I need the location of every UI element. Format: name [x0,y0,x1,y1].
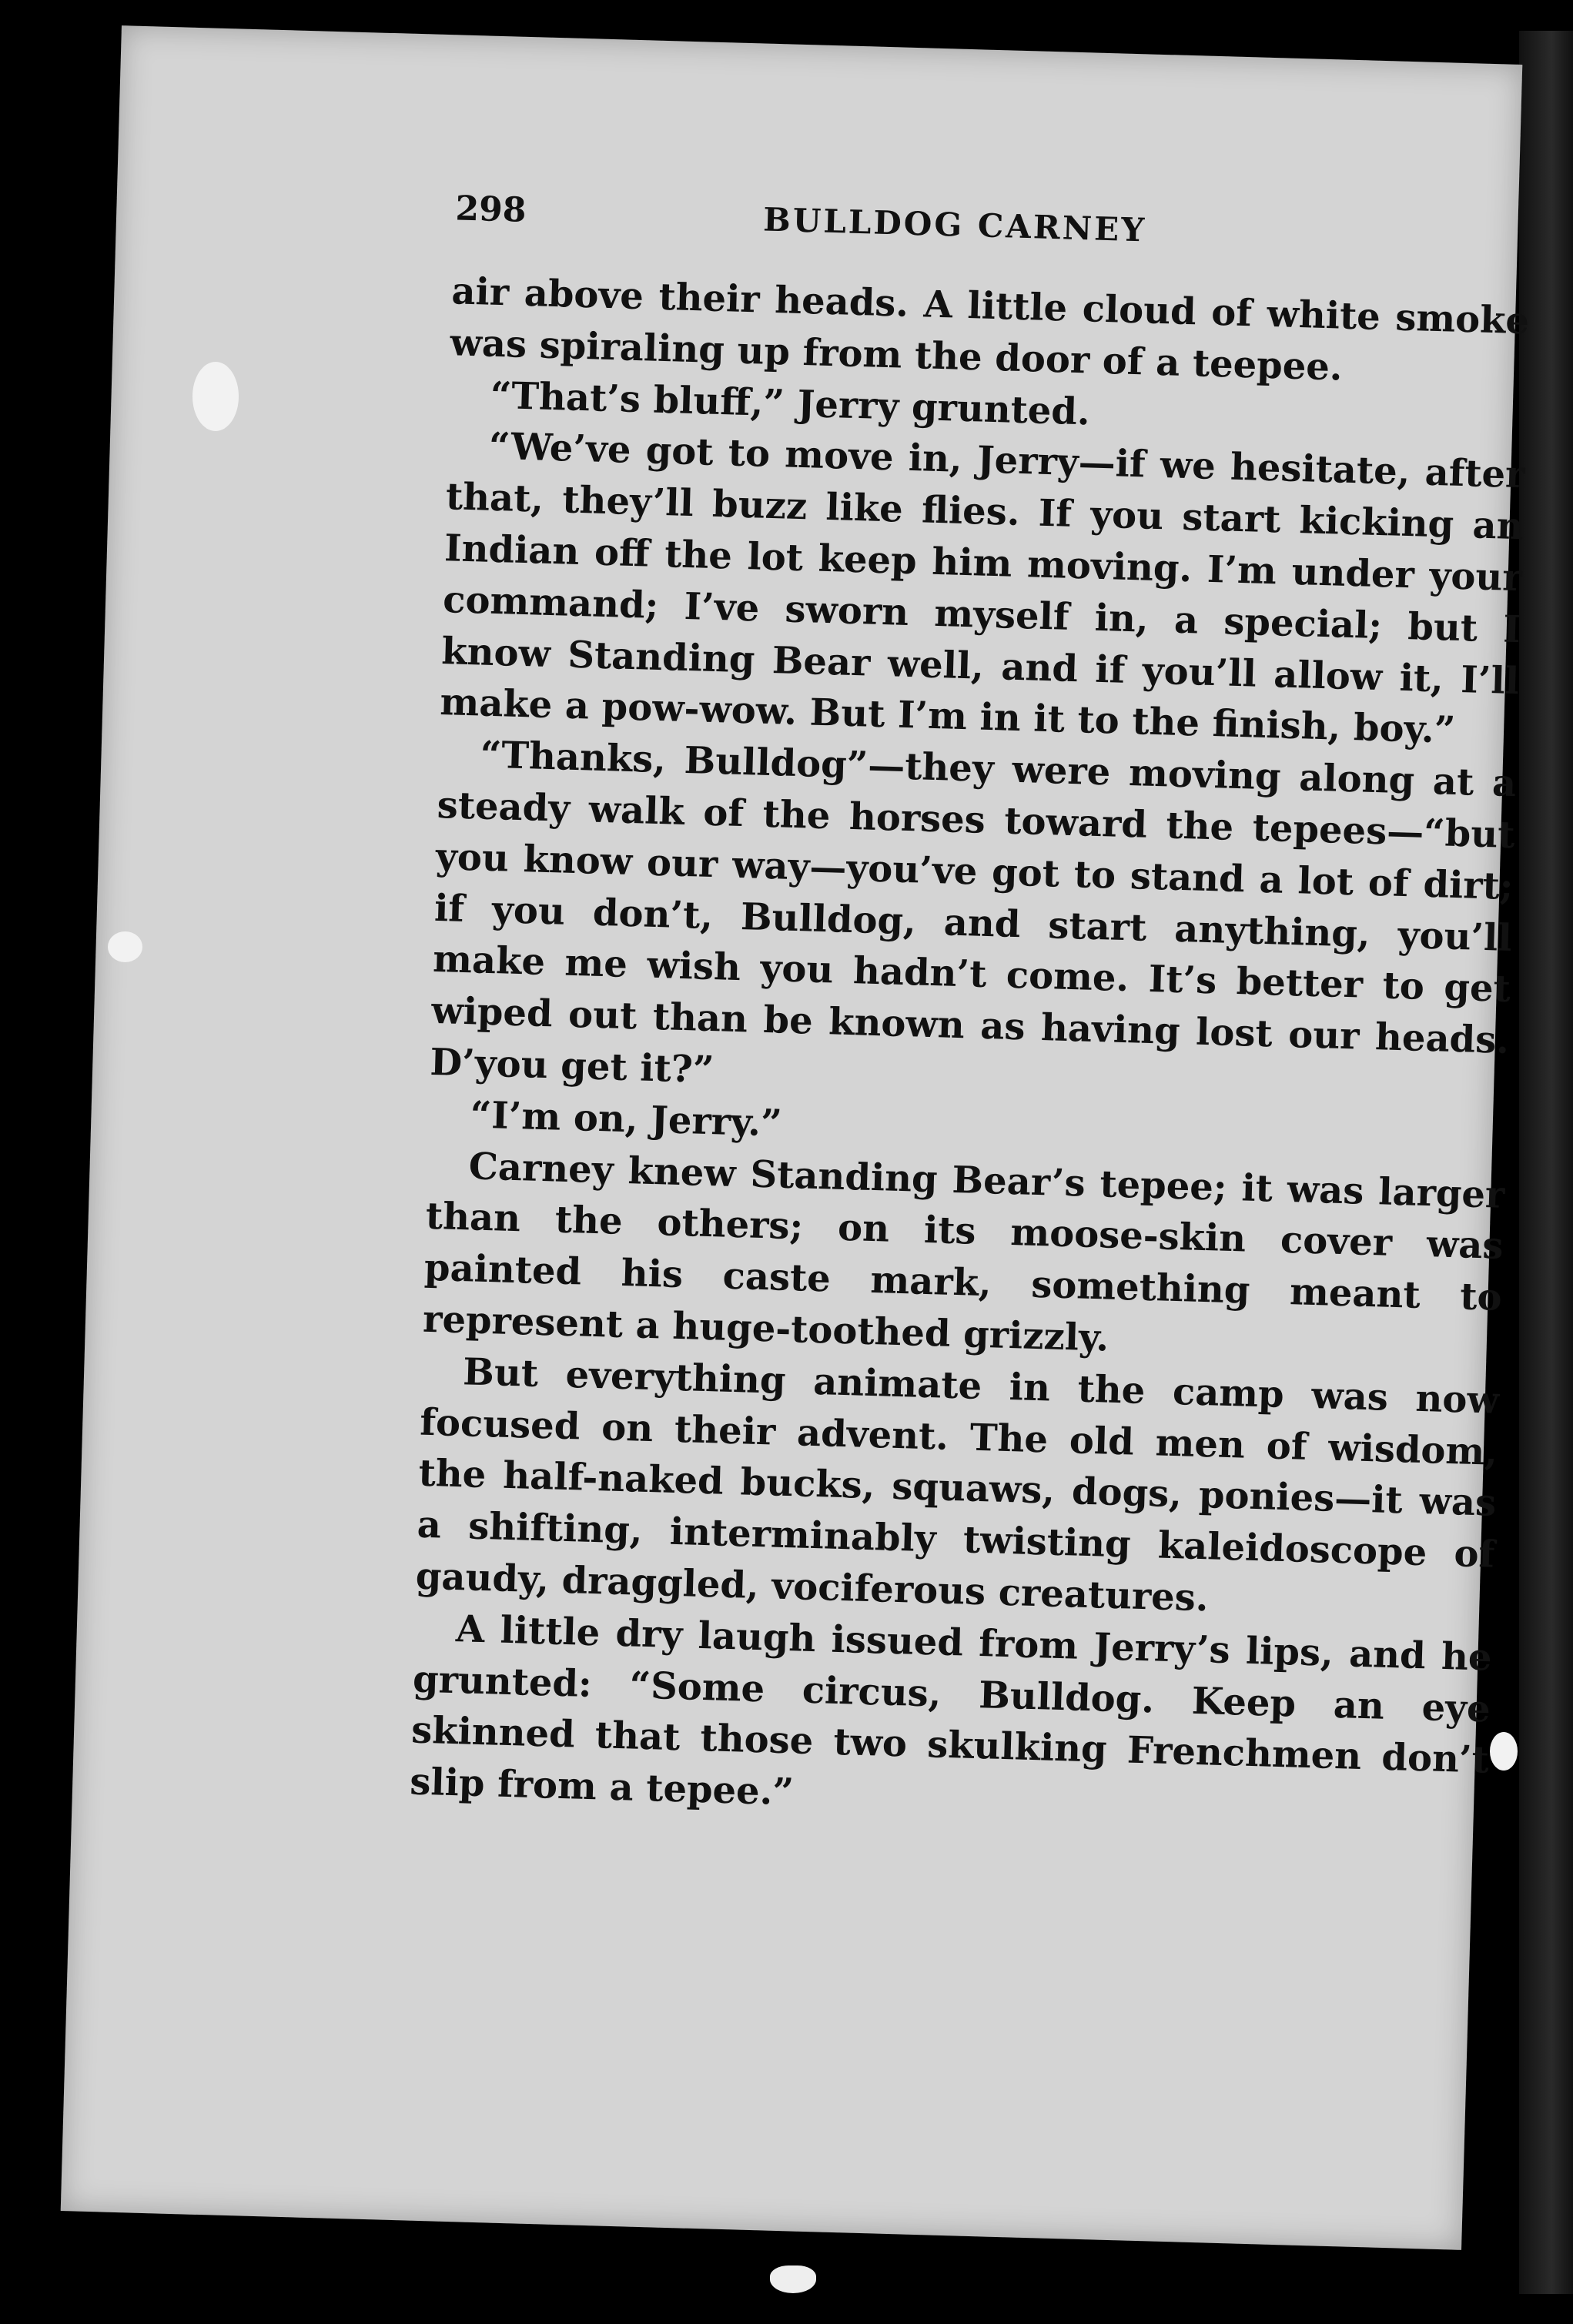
body-text [410,266,1530,1837]
paragraph-5: “I’m on, Jerry.” [469,1093,783,1145]
scan-speck [1490,1732,1518,1771]
paragraph-4: “Thanks, Bulldog”—they were moving along at a steady walk of the horses toward the tepees—“but you know our way—you’ve got to stand a lot of dirt; if you don’t, Bulldog, and start anything, you’ll make me wish you hadn’t come. It’s better to get wiped out than be known as having lost our heads. D’you get it?” [429,733,1517,1092]
paragraph-7: But everything animate in the camp was now focused on their advent. The old men of wisdom, the half-naked bucks, squaws, dogs, ponies—it was a shifting, interminably twisting kaleidoscope of gaudy, draggled, vociferous creatures. [415,1349,1500,1620]
paragraph-8: A little dry laugh issued from Jerry’s lips, and he grunted: “Some circus, Bulldog. Keep an eye skinned that those two skulking Frenchmen don’t slip from a tepee.” [409,1607,1493,1814]
scan-speck [108,931,142,962]
running-title: BULLDOG CARNEY [762,200,1147,249]
paragraph-2: “That’s bluff,” Jerry grunted. [490,373,1091,434]
page-number: 298 [454,189,527,230]
paragraph-3: “We’ve got to move in, Jerry—if we hesitate, after that, they’ll buzz like flies. If you start kicking an Indian off the lot keep him moving. I’m under your command; I’ve sworn myself in, a special; but I know Standing Bear well, and if you’ll allow it, I’ll make a pow-wow. But I’m in it to the finish, boy.” [439,425,1526,753]
scan-bottom-mark [770,2265,816,2293]
paragraph-1: air above their heads. A little cloud of white smoke was spiraling up from the door of a teepee. [449,269,1530,390]
book-page [61,25,1530,2250]
scan-speck [192,362,239,431]
page-header [454,189,1565,281]
paragraph-6: Carney knew Standing Bear’s tepee; it was larger than the others; on its moose-skin cover was painted his caste mark, something meant to represent a huge-toothed grizzly. [422,1144,1506,1360]
